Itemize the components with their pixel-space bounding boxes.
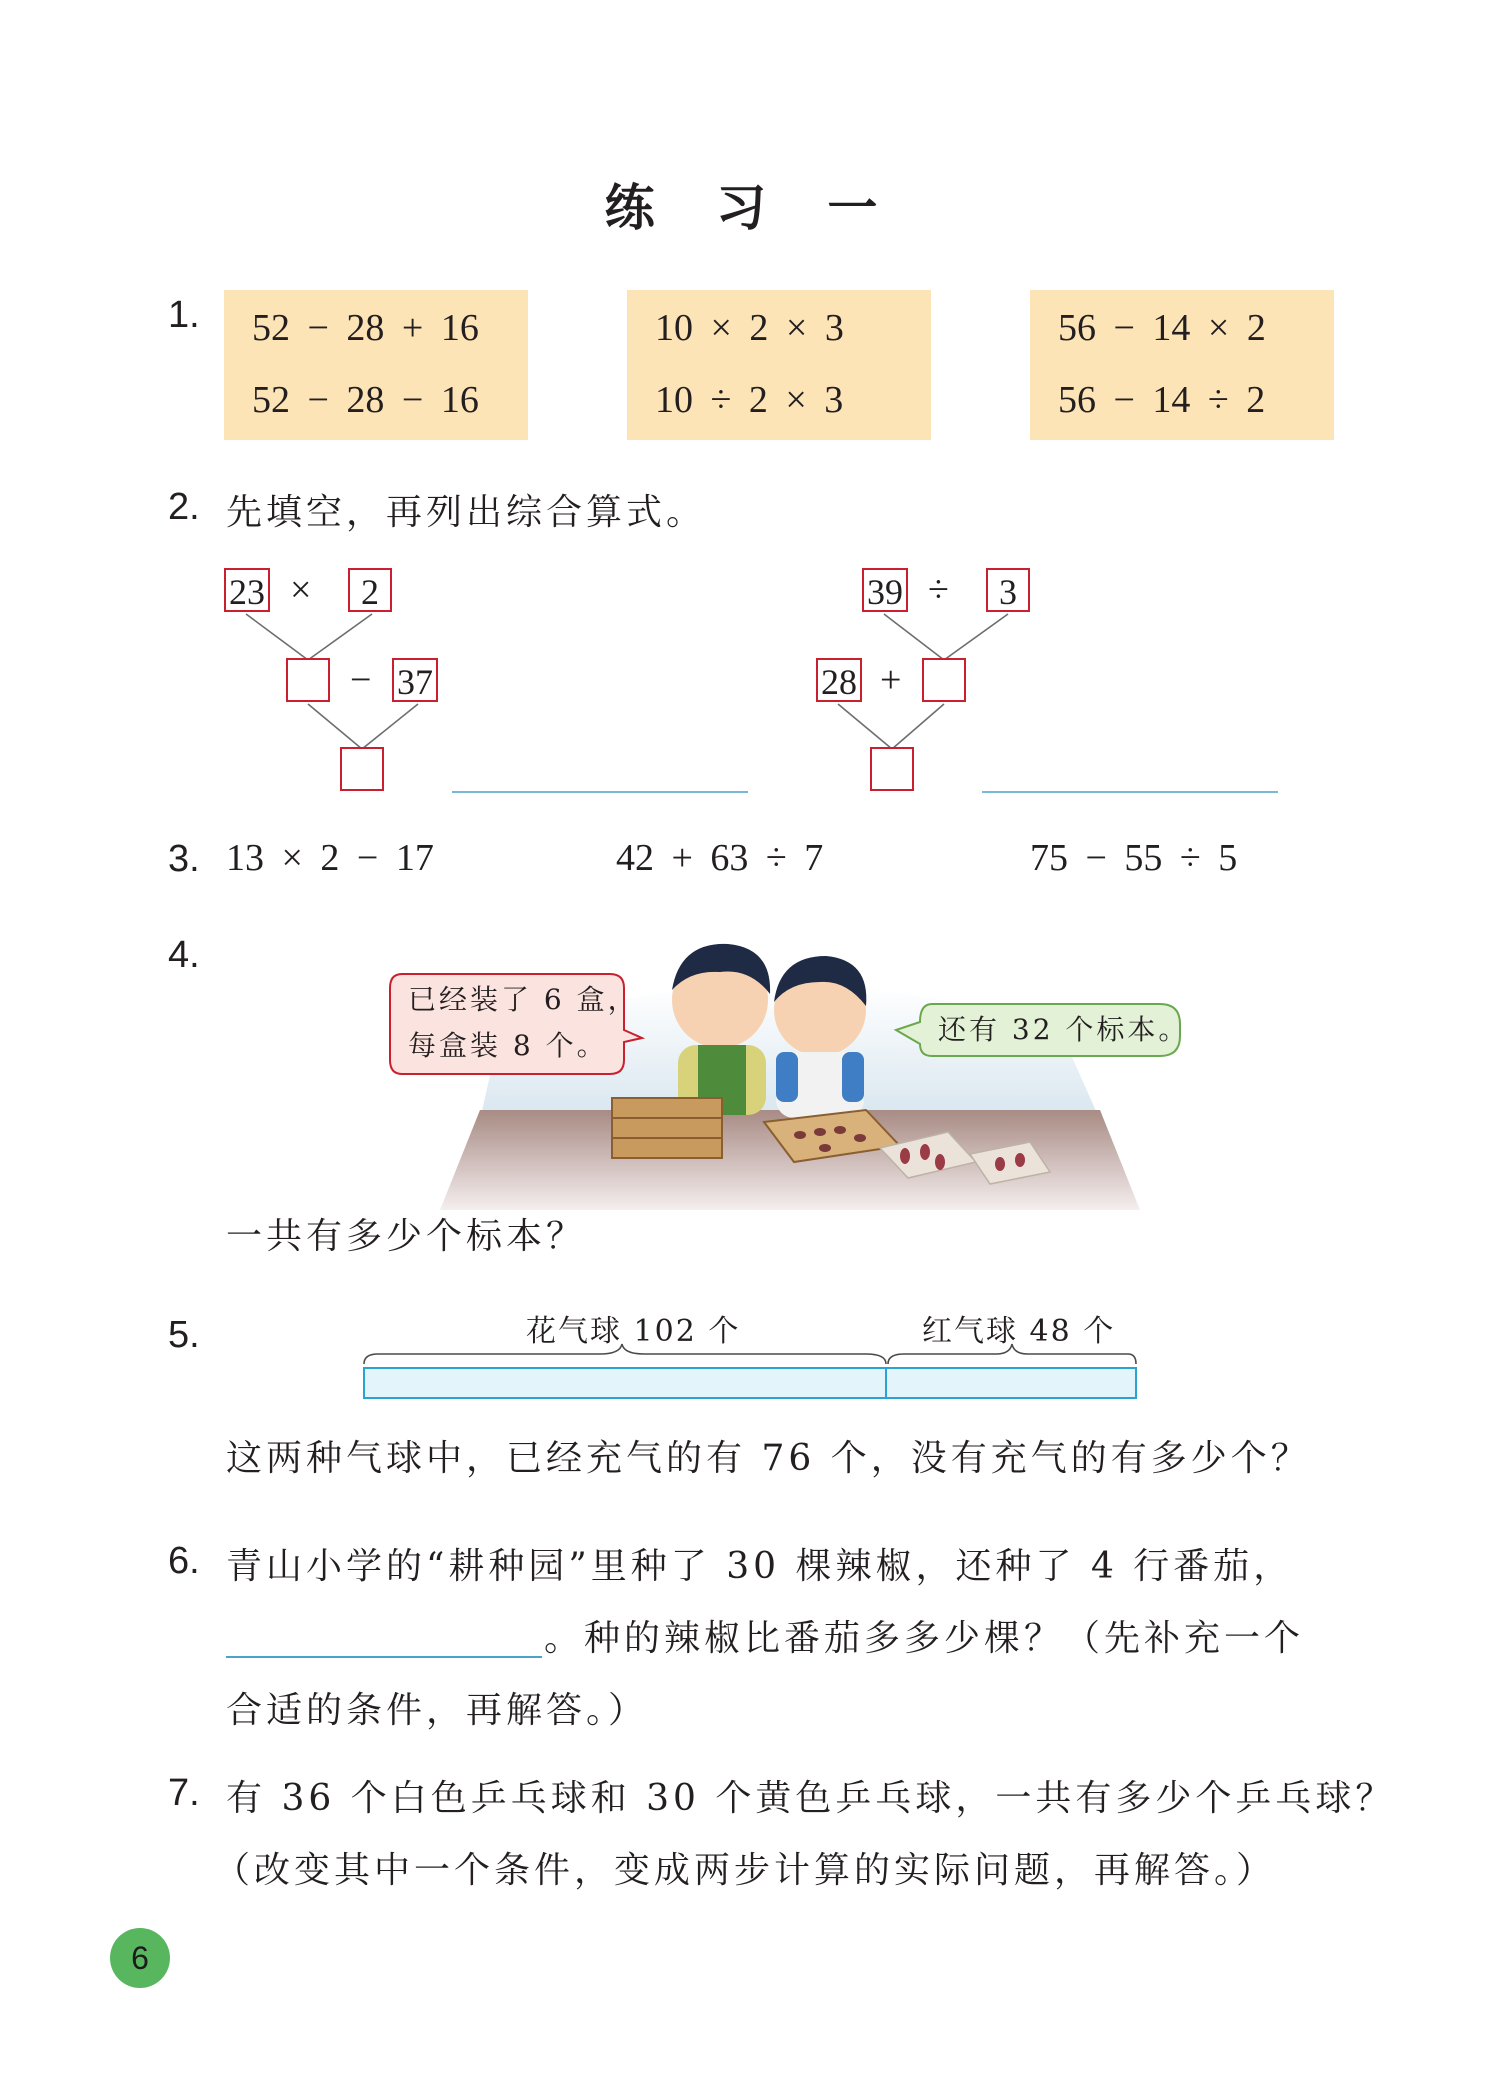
q2-right-op2: + [880,659,902,701]
q2-left-op1: × [290,569,312,611]
q2-left-blank-result[interactable] [340,747,384,791]
q1-box-3-line2: 56 − 14 ÷ 2 [1058,379,1266,421]
q1-box-1-line2: 52 − 28 − 16 [252,379,479,421]
q5-number: 5. [168,1314,200,1356]
q4-number: 4. [168,934,200,976]
q2-left-box-a: 23 [224,568,270,612]
q5-segment-diagram [360,1340,1140,1406]
q5-bar-red [886,1368,1136,1398]
q7-line1: 有 36 个白色乒乓球和 30 个黄色乒乓球，一共有多少个乒乓球？ [226,1778,1396,1819]
q4-bubble-left-line2: 每盒装 8 个。 [408,1029,608,1062]
q2-left-blank-1[interactable] [286,658,330,702]
q3-item-2: 42 + 63 ÷ 7 [616,837,824,879]
q2-left-box-c: 37 [392,658,438,702]
q2-number: 2. [168,486,200,528]
q4-question: 一共有多少个标本？ [226,1216,587,1257]
q5-bar-flower [364,1368,886,1398]
q4-bubble-left-line1: 已经装了 6 盒， [408,983,639,1016]
q2-instruction: 先填空，再列出综合算式。 [226,492,707,533]
q4-bubble-right: 还有 32 个标本。 [938,1013,1190,1046]
q2-left-box-b: 2 [348,568,392,612]
q2-right-box-a: 39 [862,568,908,612]
q2-right-op1: ÷ [928,569,949,611]
q2-right-box-c: 28 [816,658,862,702]
q2-right-blank-result[interactable] [870,747,914,791]
q6-line3: 合适的条件，再解答。） [226,1690,649,1731]
q7-line2: （改变其中一个条件，变成两步计算的实际问题，再解答。） [214,1850,1277,1891]
q2-left-op2: − [350,659,372,701]
q3-number: 3. [168,838,200,880]
q1-box-2-line2: 10 ÷ 2 × 3 [655,379,844,421]
q2-tree-lines [0,0,1504,820]
q1-box-2-line1: 10 × 2 × 3 [655,307,844,349]
q7-number: 7. [168,1772,200,1814]
q1-box-1-line1: 52 − 28 + 16 [252,307,479,349]
q1-box-3-line1: 56 − 14 × 2 [1058,307,1266,349]
page-number-badge: 6 [110,1928,170,1988]
q6-line2: 。种的辣椒比番茄多多少棵？（先补充一个 [544,1618,1305,1659]
q5-label-right: 红气球 48 个 [922,1314,1116,1349]
q5-question: 这两种气球中，已经充气的有 76 个，没有充气的有多少个？ [226,1438,1311,1479]
q3-item-3: 75 − 55 ÷ 5 [1030,837,1238,879]
q3-item-1: 13 × 2 − 17 [226,837,434,879]
q5-label-left: 花气球 102 个 [526,1314,741,1349]
q6-blank-line[interactable] [226,1656,542,1658]
q2-right-blank-1[interactable] [922,658,966,702]
q2-right-box-b: 3 [986,568,1030,612]
page-title: 练 习 一 [604,179,900,237]
q1-number: 1. [168,294,200,336]
q6-line1: 青山小学的“耕种园”里种了 30 棵辣椒，还种了 4 行番茄， [226,1546,1294,1587]
q6-number: 6. [168,1540,200,1582]
